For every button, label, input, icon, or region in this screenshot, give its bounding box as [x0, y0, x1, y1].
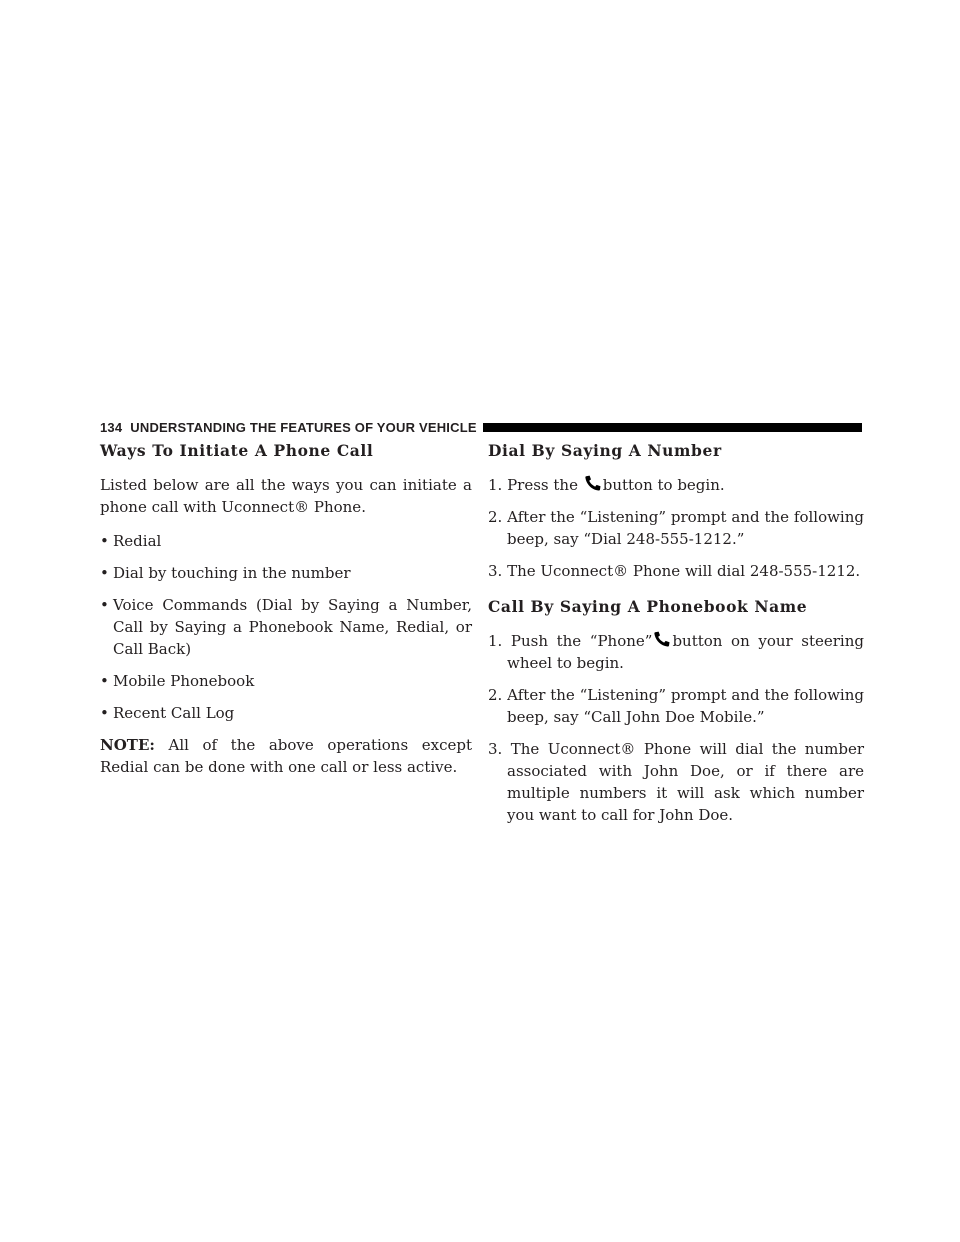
page-number: 134 [100, 419, 123, 435]
page-header [100, 418, 862, 436]
list-item: • Recent Call Log [100, 704, 235, 722]
header-rule [483, 423, 862, 432]
name-step-1: 1. Push the “Phone” button on your steering wheel to begin. [488, 632, 864, 672]
bullet-icon: • [100, 704, 109, 722]
bullet-icon: • [100, 532, 109, 550]
bullet-icon: • [100, 672, 109, 690]
note-text: All of the above operations except Redial can be done with one call or less active. [100, 736, 472, 776]
heading-ways-to-initiate: Ways To Initiate A Phone Call [100, 441, 374, 460]
dial-step-1: 1. Press the button to begin. [488, 476, 725, 494]
ways-list [100, 530, 472, 724]
dial-step-2: 2. After the “Listening” prompt and the following beep, say “Dial 248-555-1212.” [488, 508, 864, 548]
bullet-icon: • [100, 596, 109, 614]
heading-dial-by-number: Dial By Saying A Number [488, 441, 722, 460]
phone-icon [584, 475, 602, 491]
list-item: • Voice Commands (Dial by Saying a Number, Call by Saying a Phonebook Name, Redial, or Call Back) [100, 596, 472, 658]
list-item: • Redial [100, 532, 162, 550]
right-column [488, 440, 864, 836]
bullet-icon: • [100, 564, 109, 582]
list-item: • Dial by touching in the number [100, 564, 351, 582]
list-item: • Mobile Phonebook [100, 672, 255, 690]
dial-step-3: 3. The Uconnect® Phone will dial 248-555-1212. [488, 562, 861, 580]
name-step-2: 2. After the “Listening” prompt and the following beep, say “Call John Doe Mobile.” [488, 686, 864, 726]
section-title: UNDERSTANDING THE FEATURES OF YOUR VEHICLE [130, 419, 477, 435]
heading-call-by-name: Call By Saying A Phonebook Name [488, 597, 808, 616]
intro-paragraph: Listed below are all the ways you can initiate a phone call with Uconnect® Phone. [100, 476, 472, 516]
note-paragraph [100, 734, 472, 778]
name-step-3: 3. The Uconnect® Phone will dial the number associated with John Doe, or if there are multiple numbers it will ask which number you want to call for John Doe. [488, 740, 864, 824]
note-label: NOTE: [100, 736, 155, 754]
left-column [100, 440, 472, 788]
phone-icon [653, 631, 671, 647]
